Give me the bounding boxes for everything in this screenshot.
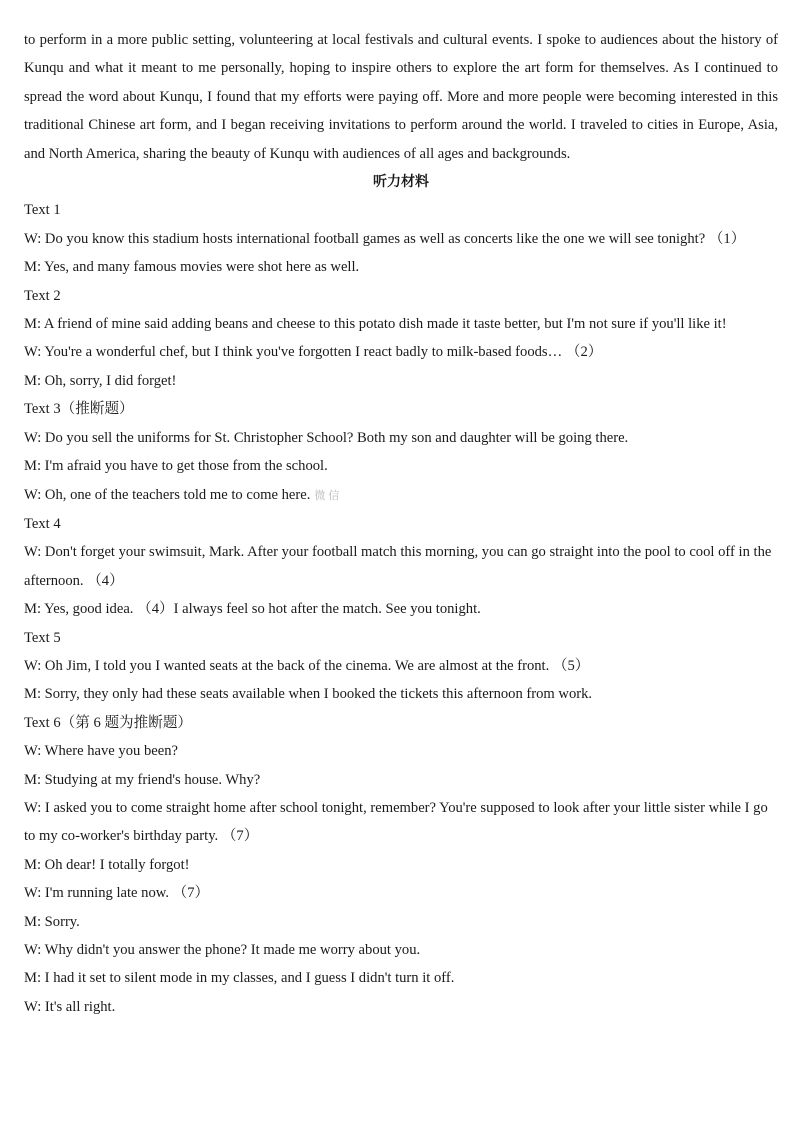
dialogue-line: W: Oh Jim, I told you I wanted seats at the back of the cinema. We are almost at the front. （5） xyxy=(24,657,590,674)
dialogue-line: W: Do you know this stadium hosts international football games as well as concerts like the one we will see tonight? （1） xyxy=(24,230,746,247)
dialogue-line: M: A friend of mine said adding beans and cheese to this potato dish made it taste better, but I'm not sure if you'll like it! xyxy=(24,316,727,333)
dialogue-text: W: Oh, one of the teachers told me to come here. xyxy=(24,486,311,503)
text-label: Text 2 xyxy=(24,287,61,304)
dialogue-line: W: Where have you been? xyxy=(24,743,178,760)
dialogue-line: M: Studying at my friend's house. Why? xyxy=(24,771,261,788)
section-title: 听力材料 xyxy=(373,174,429,191)
intro-paragraph: to perform in a more public setting, volunteering at local festivals and cultural events. I spoke to audiences about the history of Kunqu and what it meant to me personally, hoping to inspire others to explore the art form for themselves. As I continued to spread the word about Kunqu, I found that my efforts were paying off. More and more people were becoming interested in this traditional Chinese art form, and I began receiving invitations to perform around the world. I traveled to cities in Europe, Asia, and North America, sharing the beauty of Kunqu with audiences of all ages and backgrounds. xyxy=(24,32,778,162)
dialogue-line-with-watermark xyxy=(24,481,778,510)
dialogue-line: W: Don't forget your swimsuit, Mark. After your football match this morning, you can go straight into the pool to cool off in the afternoon. （4） xyxy=(24,544,772,589)
dialogue-line: M: Sorry, they only had these seats available when I booked the tickets this afternoon from work. xyxy=(24,686,593,703)
dialogue-line: W: It's all right. xyxy=(24,998,116,1015)
dialogue-line: M: Yes, good idea. （4）I always feel so hot after the match. See you tonight. xyxy=(24,601,481,618)
dialogue-line: M: I had it set to silent mode in my classes, and I guess I didn't turn it off. xyxy=(24,970,455,987)
text-label: Text 1 xyxy=(24,202,61,219)
text-label: Text 4 xyxy=(24,515,61,532)
document-page xyxy=(24,26,778,1021)
watermark: 微信 xyxy=(314,489,343,502)
dialogue-line: M: Oh, sorry, I did forget! xyxy=(24,372,177,389)
dialogue-line: M: Yes, and many famous movies were shot here as well. xyxy=(24,259,360,276)
dialogue-line: M: Oh dear! I totally forgot! xyxy=(24,856,190,873)
dialogue-line: W: Why didn't you answer the phone? It made me worry about you. xyxy=(24,942,421,958)
dialogue-line: W: I asked you to come straight home after school tonight, remember? You're supposed to look after your little sister while I go to my co-worker's birthday party. （7） xyxy=(24,799,768,845)
text-label: Text 6（第 6 题为推断题） xyxy=(24,714,193,731)
text-label: Text 3（推断题） xyxy=(24,401,134,418)
dialogue-line: M: I'm afraid you have to get those from the school. xyxy=(24,458,328,475)
dialogue-line: W: You're a wonderful chef, but I think you've forgotten I react badly to milk-based foods… （2） xyxy=(24,344,603,361)
text-label: Text 5 xyxy=(24,629,61,646)
dialogue-line: W: Do you sell the uniforms for St. Christopher School? Both my son and daughter will be going there. xyxy=(24,429,629,446)
dialogue-line: M: Sorry. xyxy=(24,913,80,930)
dialogue-line: W: I'm running late now. （7） xyxy=(24,885,210,902)
